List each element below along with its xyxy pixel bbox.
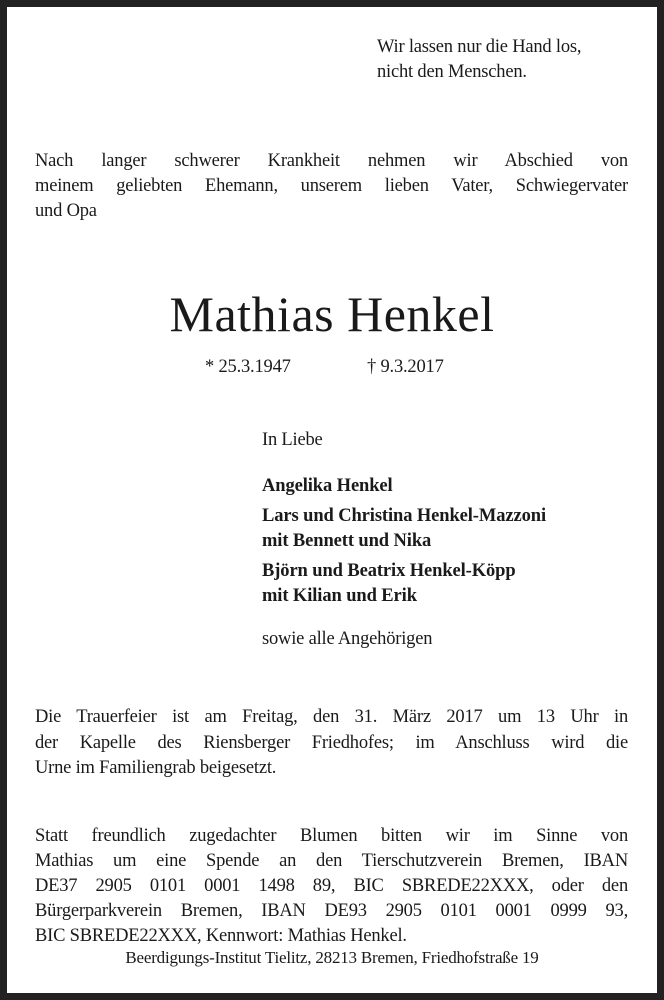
quote-line: nicht den Menschen. (377, 62, 527, 82)
donation-line: Mathias um eine Spende an den Tierschutzverein Bremen, IBAN (35, 851, 628, 871)
deceased-name: Mathias Henkel (169, 286, 495, 342)
obituary-notice (7, 7, 657, 993)
intro-line: Nach langer schwerer Krankheit nehmen wir Abschied von (35, 151, 628, 171)
birth-date: * 25.3.1947 (205, 357, 291, 377)
death-date: † 9.3.2017 (367, 357, 444, 377)
mourner-name: mit Kilian und Erik (262, 586, 417, 606)
mourners-closing: sowie alle Angehörigen (262, 629, 433, 649)
donation-line: Statt freundlich zugedachter Blumen bitten wir im Sinne von (35, 826, 628, 846)
service-line: Die Trauerfeier ist am Freitag, den 31. März 2017 um 13 Uhr in (35, 707, 628, 727)
donation-line: DE37 2905 0101 0001 1498 89, BIC SBREDE22XXX, oder den (35, 876, 628, 896)
quote-line: Wir lassen nur die Hand los, (377, 37, 582, 57)
mourners-intro: In Liebe (262, 430, 323, 450)
donation-line: BIC SBREDE22XXX, Kennwort: Mathias Henkel. (35, 926, 407, 946)
mourner-name: mit Bennett und Nika (262, 531, 432, 551)
donation-line: Bürgerparkverein Bremen, IBAN DE93 2905 0101 0001 0999 93, (35, 901, 628, 921)
intro-line: meinem geliebten Ehemann, unserem lieben Vater, Schwiegervater (35, 176, 628, 196)
intro-line: und Opa (35, 201, 97, 221)
service-line: der Kapelle des Riensberger Friedhofes; im Anschluss wird die (35, 733, 628, 753)
mourner-name: Lars und Christina Henkel-Mazzoni (262, 506, 546, 526)
mourner-name: Björn und Beatrix Henkel-Köpp (262, 561, 516, 581)
funeral-home-footer: Beerdigungs-Institut Tielitz, 28213 Bremen, Friedhofstraße 19 (125, 948, 539, 967)
mourner-name: Angelika Henkel (262, 476, 393, 496)
service-line: Urne im Familiengrab beigesetzt. (35, 758, 277, 778)
